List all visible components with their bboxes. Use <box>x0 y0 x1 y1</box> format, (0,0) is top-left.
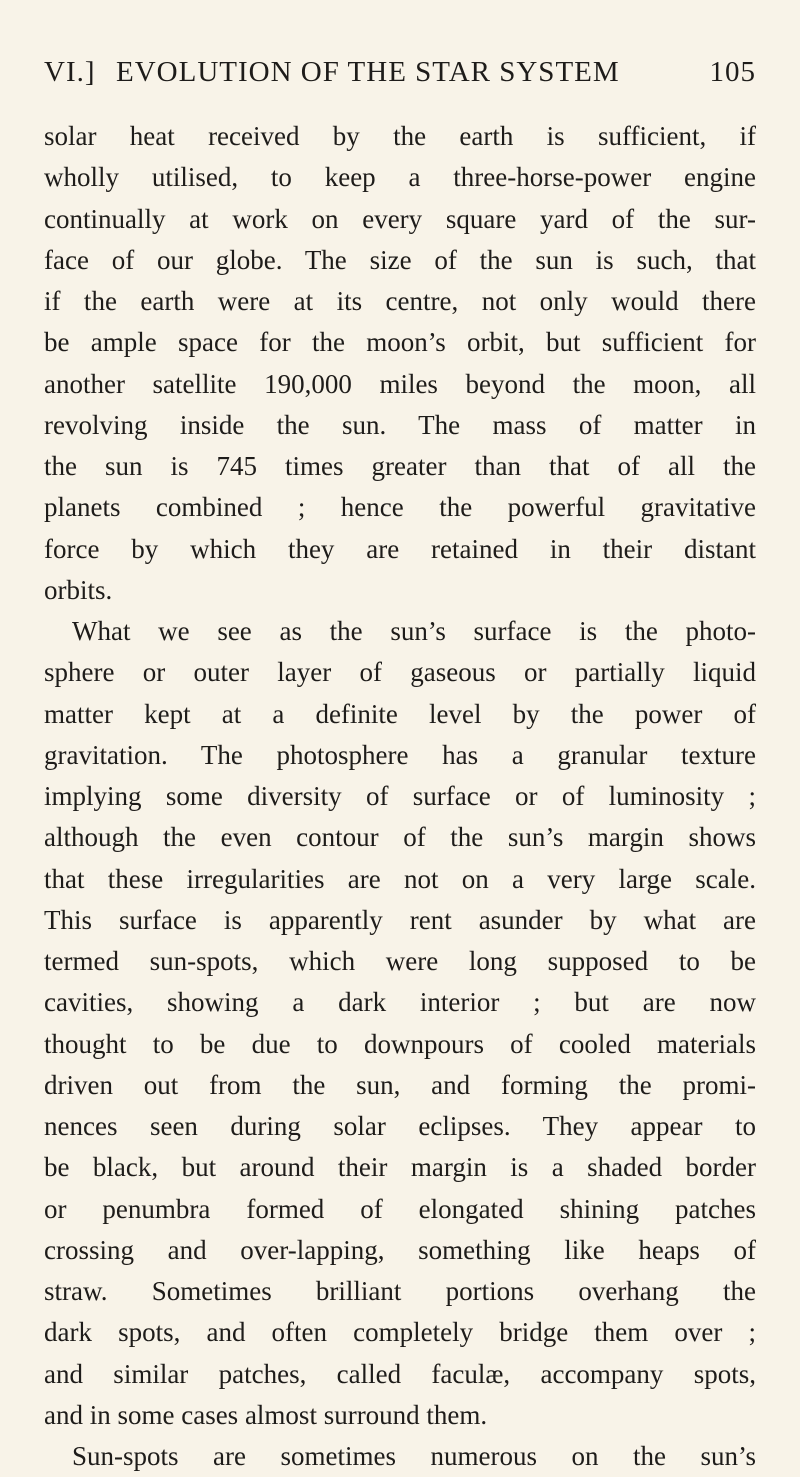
text-line: force by which they are retained in their distant <box>44 533 756 564</box>
text-line: and similar patches, called faculæ, accompany spots, <box>44 1358 756 1389</box>
text-line: What we see as the sun’s surface is the photo- <box>72 616 756 646</box>
text-line: face of our globe. The size of the sun is such, that <box>44 244 756 275</box>
text-line: or penumbra formed of elongated shining patches <box>44 1193 756 1224</box>
text-line: dark spots, and often completely bridge them over ; <box>44 1317 756 1348</box>
text-line: if the earth were at its centre, not only would there <box>44 286 756 316</box>
text-line: matter kept at a definite level by the power of <box>44 698 756 729</box>
body-text <box>44 116 756 1477</box>
text-line: This surface is apparently rent asunder by what are <box>44 904 756 935</box>
text-line: orbits. <box>44 574 113 605</box>
text-line: driven out from the sun, and forming the promi- <box>44 1069 756 1100</box>
text-line: sphere or outer layer of gaseous or partially liquid <box>44 657 756 688</box>
page-number: 105 <box>709 56 756 88</box>
text-line: revolving inside the sun. The mass of matter in <box>44 409 756 440</box>
text-line: be black, but around their margin is a shaded border <box>44 1152 756 1183</box>
text-line: planets combined ; hence the powerful gravitative <box>44 492 756 523</box>
text-line: continually at work on every square yard of the sur- <box>44 203 756 234</box>
running-head <box>44 52 756 92</box>
text-line: be ample space for the moon’s orbit, but sufficient for <box>44 327 756 358</box>
chapter-number: VI.] <box>44 56 96 88</box>
text-line: wholly utilised, to keep a three-horse-power engine <box>44 162 756 193</box>
text-line: that these irregularities are not on a very large scale. <box>44 863 756 894</box>
text-line: and in some cases almost surround them. <box>44 1399 488 1430</box>
text-line: Sun-spots are sometimes numerous on the sun’s <box>72 1441 756 1471</box>
text-line: solar heat received by the earth is sufficient, if <box>44 121 756 151</box>
text-line: implying some diversity of surface or of luminosity ; <box>44 781 756 811</box>
text-line: cavities, showing a dark interior ; but are now <box>44 987 756 1018</box>
text-line: another satellite 190,000 miles beyond the moon, all <box>44 368 756 399</box>
text-line: the sun is 745 times greater than that of all the <box>44 451 756 481</box>
text-line: straw. Sometimes brilliant portions overhang the <box>44 1276 756 1306</box>
running-title: EVOLUTION OF THE STAR SYSTEM <box>116 56 620 88</box>
text-line: termed sun-spots, which were long supposed to be <box>44 946 756 976</box>
text-line: although the even contour of the sun’s margin shows <box>44 822 756 853</box>
text-line: thought to be due to downpours of cooled materials <box>44 1028 756 1059</box>
text-line: crossing and over-lapping, something like heaps of <box>44 1234 756 1265</box>
text-line: gravitation. The photosphere has a granular texture <box>44 739 756 770</box>
text-line: nences seen during solar eclipses. They appear to <box>44 1111 756 1141</box>
